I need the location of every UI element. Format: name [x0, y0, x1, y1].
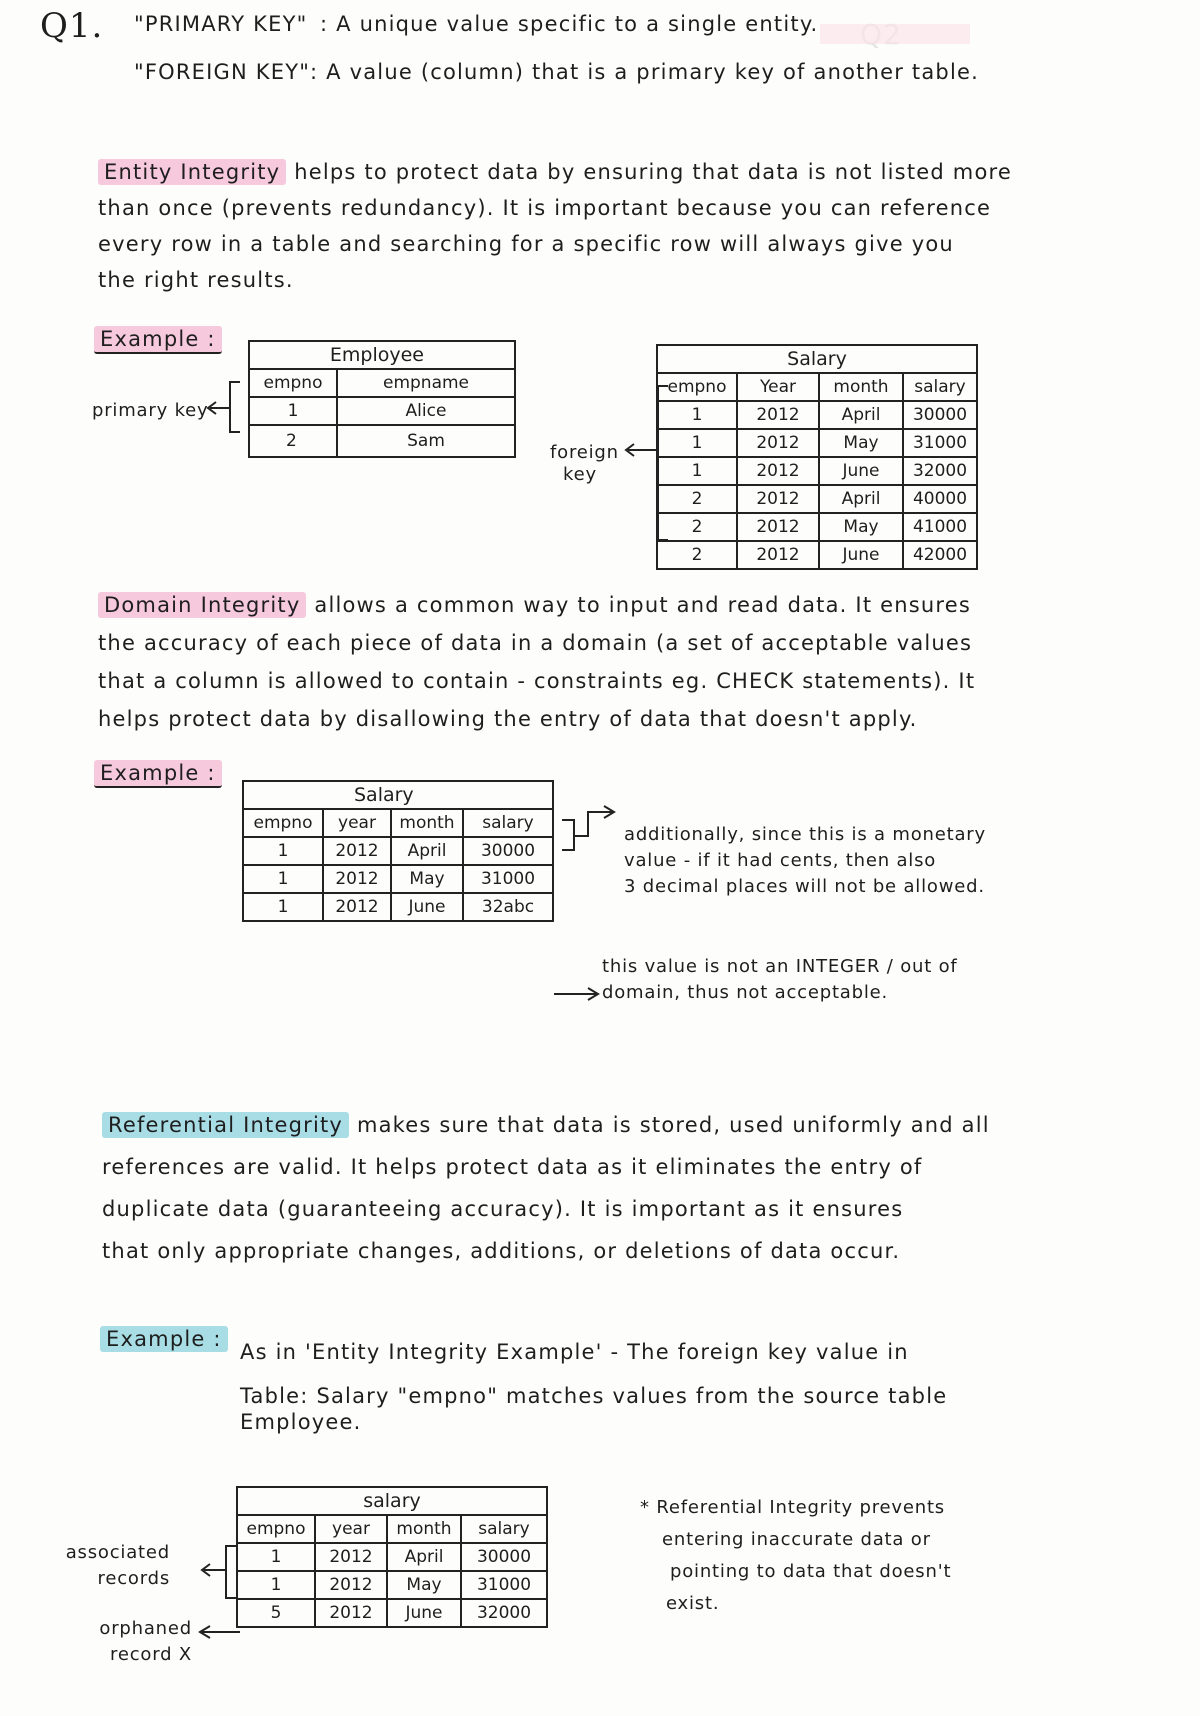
table-cell: 2012: [323, 893, 391, 921]
referential-example-text: [240, 1330, 947, 1462]
employee-table-caption: Employee: [249, 341, 515, 369]
table-header: month: [391, 809, 463, 837]
table-cell: 31000: [461, 1571, 547, 1599]
domain-note-top-3: 3 decimal places will not be allowed.: [624, 876, 985, 897]
table-cell: 2: [249, 425, 337, 457]
referential-example-line-1: As in 'Entity Integrity Example' - The foreign key value in: [240, 1340, 909, 1364]
referential-note: [640, 1492, 951, 1620]
entity-integrity-paragraph: [98, 154, 1012, 298]
referential-line-4: that only appropriate changes, additions, or deletions of data occur.: [102, 1239, 901, 1263]
table-header: year: [315, 1515, 387, 1543]
domain-salary-caption: Salary: [243, 781, 553, 809]
table-header: empname: [337, 369, 515, 397]
entity-salary-table: [656, 344, 978, 570]
referential-note-2: entering inaccurate data or: [662, 1529, 931, 1550]
table-header: month: [387, 1515, 461, 1543]
orphaned-label-1: orphaned: [99, 1618, 192, 1639]
table-cell: April: [819, 401, 903, 429]
associated-label-2: records: [97, 1568, 170, 1589]
table-cell: 1: [249, 397, 337, 425]
domain-bottom-arrow: [550, 984, 610, 1004]
table-cell: 1: [237, 1543, 315, 1571]
table-cell: 2: [657, 485, 737, 513]
table-cell: May: [819, 513, 903, 541]
referential-example-line-3: Employee.: [240, 1410, 362, 1434]
table-cell: 40000: [903, 485, 977, 513]
referential-salary-table: [236, 1486, 548, 1628]
table-cell: 32000: [461, 1599, 547, 1627]
primary-key-definition: : A unique value specific to a single entity.: [320, 12, 819, 36]
referential-note-3: pointing to data that doesn't: [670, 1561, 952, 1582]
domain-integrity-paragraph: [98, 586, 975, 738]
table-header: salary: [463, 809, 553, 837]
table-cell: June: [819, 457, 903, 485]
entity-integrity-term: Entity Integrity: [98, 159, 286, 185]
associated-label-1: associated: [65, 1542, 170, 1563]
table-cell: 1: [657, 401, 737, 429]
table-cell: 2012: [737, 513, 819, 541]
table-cell: 2012: [323, 865, 391, 893]
domain-line-2: the accuracy of each piece of data in a domain (a set of acceptable values: [98, 631, 973, 655]
table-header: empno: [243, 809, 323, 837]
table-cell: 30000: [903, 401, 977, 429]
table-cell: 32abc: [463, 893, 553, 921]
primary-key-bracket: [200, 378, 250, 438]
table-cell: Sam: [337, 425, 515, 457]
table-cell: June: [391, 893, 463, 921]
table-cell: 1: [657, 429, 737, 457]
table-header: salary: [461, 1515, 547, 1543]
domain-note-bottom-1: this value is not an INTEGER / out of: [602, 956, 958, 977]
domain-example-label: Example :: [94, 760, 222, 788]
table-cell: 2012: [315, 1599, 387, 1627]
table-cell: April: [391, 837, 463, 865]
domain-integrity-term: Domain Integrity: [98, 592, 306, 618]
primary-key-label: primary key: [92, 400, 209, 421]
table-cell: 2012: [323, 837, 391, 865]
domain-note-bottom: [602, 954, 958, 1006]
table-cell: 42000: [903, 541, 977, 569]
table-cell: May: [387, 1571, 461, 1599]
table-header: empno: [237, 1515, 315, 1543]
referential-line-3: duplicate data (guaranteeing accuracy). It is important as it ensures: [102, 1197, 904, 1221]
domain-note-top-2: value - if it had cents, then also: [624, 850, 937, 871]
foreign-key-definition: : A value (column) that is a primary key of another table.: [310, 60, 979, 84]
table-cell: 31000: [463, 865, 553, 893]
table-cell: 41000: [903, 513, 977, 541]
table-cell: Alice: [337, 397, 515, 425]
entity-line-4: the right results.: [98, 268, 294, 292]
entity-line-2: than once (prevents redundancy). It is important because you can reference: [98, 196, 992, 220]
domain-line-4: helps protect data by disallowing the entry of data that doesn't apply.: [98, 707, 918, 731]
table-cell: 32000: [903, 457, 977, 485]
primary-key-term: "PRIMARY KEY": [134, 12, 308, 36]
domain-line-1: allows a common way to input and read data. It ensures: [314, 593, 972, 617]
bleed-through-highlight: [820, 24, 970, 44]
table-cell: 2012: [737, 541, 819, 569]
table-cell: 5: [237, 1599, 315, 1627]
referential-example-label: Example :: [100, 1326, 228, 1352]
orphaned-label-2: record X: [110, 1644, 192, 1665]
table-cell: 30000: [463, 837, 553, 865]
referential-integrity-term: Referential Integrity: [102, 1112, 349, 1138]
table-cell: June: [819, 541, 903, 569]
table-cell: 1: [657, 457, 737, 485]
table-cell: 2012: [737, 429, 819, 457]
table-header: year: [323, 809, 391, 837]
referential-note-1: * Referential Integrity prevents: [640, 1497, 945, 1518]
table-cell: April: [387, 1543, 461, 1571]
domain-note-bottom-2: domain, thus not acceptable.: [602, 982, 889, 1003]
entity-line-3: every row in a table and searching for a specific row will always give you: [98, 232, 954, 256]
table-cell: 2012: [737, 401, 819, 429]
table-cell: May: [391, 865, 463, 893]
table-cell: June: [387, 1599, 461, 1627]
table-cell: 2: [657, 541, 737, 569]
referential-salary-caption: salary: [237, 1487, 547, 1515]
domain-line-3: that a column is allowed to contain - constraints eg. CHECK statements). It: [98, 669, 976, 693]
question-number: Q1.: [40, 6, 104, 46]
table-cell: 1: [243, 837, 323, 865]
orphaned-record-label: [52, 1616, 192, 1668]
entity-line-1: helps to protect data by ensuring that data is not listed more: [294, 160, 1012, 184]
table-header: empno: [249, 369, 337, 397]
table-cell: 1: [243, 893, 323, 921]
table-cell: 1: [237, 1571, 315, 1599]
table-cell: 2012: [315, 1571, 387, 1599]
foreign-key-label: foreign key: [550, 442, 619, 485]
table-cell: 2012: [315, 1543, 387, 1571]
associated-records-label: [52, 1540, 170, 1592]
foreign-key-term: "FOREIGN KEY": [134, 60, 311, 84]
table-header: empno: [657, 373, 737, 401]
table-cell: 1: [243, 865, 323, 893]
domain-top-arrow: [556, 816, 626, 886]
table-cell: 30000: [461, 1543, 547, 1571]
entity-example-label: Example :: [94, 326, 222, 354]
domain-salary-table: [242, 780, 554, 922]
referential-example-line-2: Table: Salary "empno" matches values from the source table: [240, 1384, 948, 1408]
referential-line-1: makes sure that data is stored, used uniformly and all: [356, 1113, 990, 1137]
table-cell: May: [819, 429, 903, 457]
referential-integrity-paragraph: [102, 1104, 990, 1272]
table-header: month: [819, 373, 903, 401]
referential-note-4: exist.: [666, 1593, 720, 1614]
referential-line-2: references are valid. It helps protect data as it eliminates the entry of: [102, 1155, 923, 1179]
table-header: Year: [737, 373, 819, 401]
table-cell: 2: [657, 513, 737, 541]
table-cell: 2012: [737, 485, 819, 513]
entity-salary-caption: Salary: [657, 345, 977, 373]
employee-table: [248, 340, 516, 458]
domain-note-top-1: additionally, since this is a monetary: [624, 824, 986, 845]
table-cell: 31000: [903, 429, 977, 457]
domain-note-top: [624, 822, 986, 900]
table-header: salary: [903, 373, 977, 401]
table-cell: 2012: [737, 457, 819, 485]
table-cell: April: [819, 485, 903, 513]
